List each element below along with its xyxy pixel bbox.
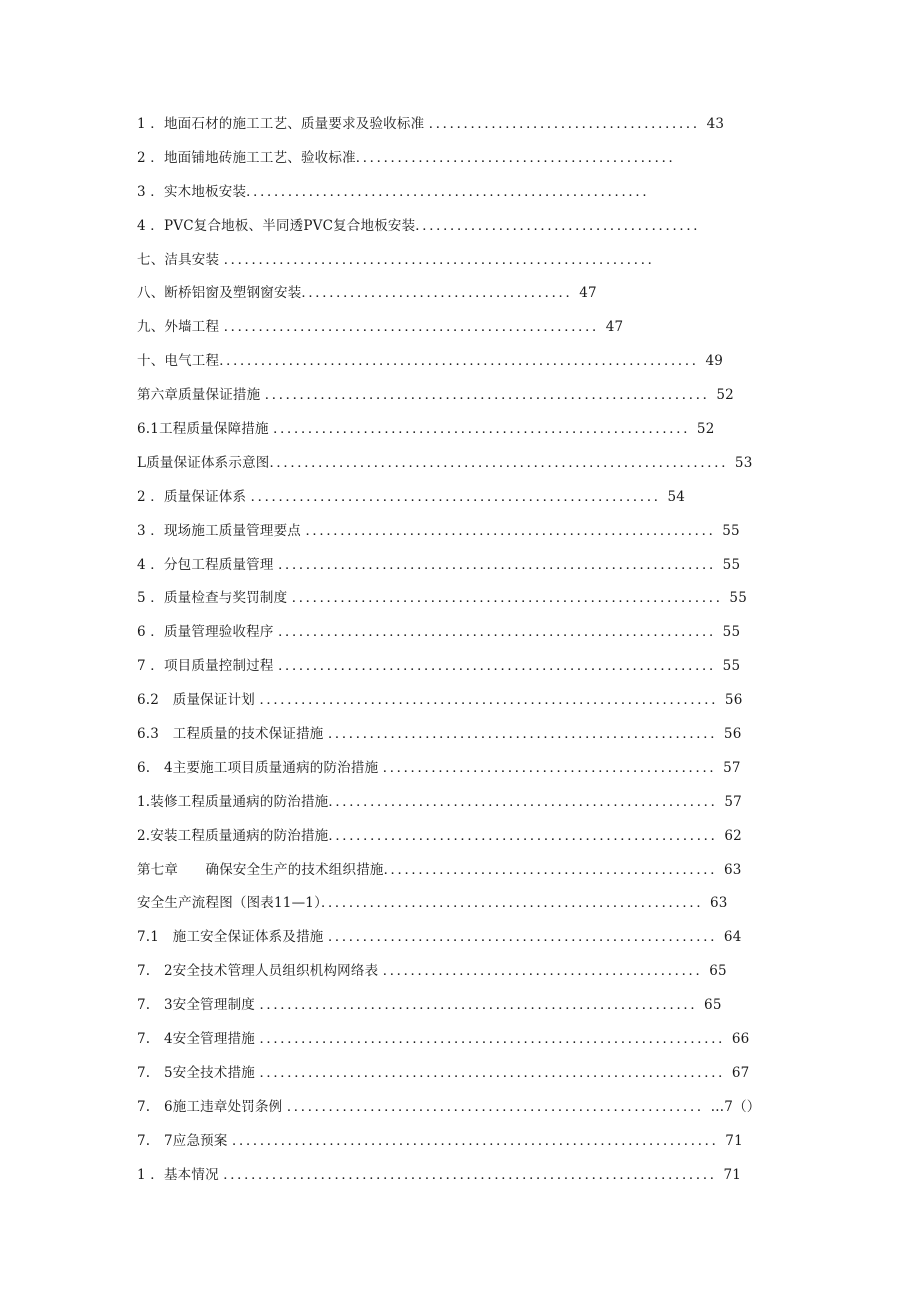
toc-entry[interactable]: 安全生产流程图（图表11—1）．．．．．．．．．．．．．．．．．．．．．．．．．．．．．．．．．．．．．．．．．．．．．．．．．．．．．．．63 <box>137 895 728 912</box>
toc-entry[interactable]: 九、外墙工程 ．．．．．．．．．．．．．．．．．．．．．．．．．．．．．．．．．．．．．．．．．．．．．．．．．．．．．．47 <box>137 319 624 336</box>
toc-entry[interactable]: 第七章 确保安全生产的技术组织措施．．．．．．．．．．．．．．．．．．．．．．．．．．．．．．．．．．．．．．．．．．．．．．．．63 <box>137 861 742 878</box>
toc-entry[interactable]: 2 ．地面铺地砖施工工艺、验收标准．．．．．．．．．．．．．．．．．．．．．．．．．．．．．．．．．．．．．．．．．．．．．． <box>137 149 683 166</box>
toc-entry[interactable]: 4 ．PVC复合地板、半同透PVC复合地板安装．．．．．．．．．．．．．．．．．．．．．．．．．．．．．．．．．．．．．．．．． <box>137 217 708 234</box>
toc-entry[interactable]: 7. 2安全技术管理人员组织机构网络表 ．．．．．．．．．．．．．．．．．．．．．．．．．．．．．．．．．．．．．．．．．．．．．．65 <box>137 963 727 980</box>
toc-entry[interactable]: 2 ．质量保证体系 ．．．．．．．．．．．．．．．．．．．．．．．．．．．．．．．．．．．．．．．．．．．．．．．．．．．．．．．．．．．54 <box>137 488 686 505</box>
toc-entry[interactable]: 6.3 工程质量的技术保证措施 ．．．．．．．．．．．．．．．．．．．．．．．．．．．．．．．．．．．．．．．．．．．．．．．．．．．．．．．．56 <box>137 726 742 743</box>
toc-entry[interactable]: 2.安装工程质量通病的防治措施．．．．．．．．．．．．．．．．．．．．．．．．．．．．．．．．．．．．．．．．．．．．．．．．．．．．．．．．62 <box>137 827 742 844</box>
toc-entry[interactable]: 3 ．实木地板安装．．．．．．．．．．．．．．．．．．．．．．．．．．．．．．．．．．．．．．．．．．．．．．．．．．．．．．．．．． <box>137 183 657 200</box>
toc-entry[interactable]: 6. 4主要施工项目质量通病的防治措施 ．．．．．．．．．．．．．．．．．．．．．．．．．．．．．．．．．．．．．．．．．．．．．．．．57 <box>137 759 741 776</box>
toc-entry[interactable]: 7 ．项目质量控制过程 ．．．．．．．．．．．．．．．．．．．．．．．．．．．．．．．．．．．．．．．．．．．．．．．．．．．．．．．．．．．．．．．55 <box>137 658 741 675</box>
toc-entry[interactable]: 7. 5安全技术措施 ．．．．．．．．．．．．．．．．．．．．．．．．．．．．．．．．．．．．．．．．．．．．．．．．．．．．．．．．．．．．．．．．．．．67 <box>137 1064 750 1081</box>
toc-entry[interactable]: 1 ．地面石材的施工工艺、质量要求及验收标准 ．．．．．．．．．．．．．．．．．．．．．．．．．．．．．．．．．．．．．．．43 <box>137 116 725 132</box>
toc-entry[interactable]: 八、断桥铝窗及塑钢窗安装．．．．．．．．．．．．．．．．．．．．．．．．．．．．．．．．．．．．．．．47 <box>137 285 597 302</box>
toc-entry[interactable]: 1.装修工程质量通病的防治措施．．．．．．．．．．．．．．．．．．．．．．．．．．．．．．．．．．．．．．．．．．．．．．．．．．．．．．．．57 <box>137 793 742 810</box>
toc-entry[interactable]: 6.2 质量保证计划 ．．．．．．．．．．．．．．．．．．．．．．．．．．．．．．．．．．．．．．．．．．．．．．．．．．．．．．．．．．．．．．．．．．56 <box>137 692 743 709</box>
toc-entry[interactable]: 3 ．现场施工质量管理要点 ．．．．．．．．．．．．．．．．．．．．．．．．．．．．．．．．．．．．．．．．．．．．．．．．．．．．．．．．．．．55 <box>137 522 740 539</box>
toc-entry[interactable]: 7.1 施工安全保证体系及措施 ．．．．．．．．．．．．．．．．．．．．．．．．．．．．．．．．．．．．．．．．．．．．．．．．．．．．．．．．64 <box>137 929 742 946</box>
toc-entry[interactable]: 第六章质量保证措施 ．．．．．．．．．．．．．．．．．．．．．．．．．．．．．．．．．．．．．．．．．．．．．．．．．．．．．．．．．．．．．．．．52 <box>137 387 734 404</box>
toc-entry[interactable]: 5 ．质量检查与奖罚制度 ．．．．．．．．．．．．．．．．．．．．．．．．．．．．．．．．．．．．．．．．．．．．．．．．．．．．．．．．．．．．．．55 <box>137 590 747 607</box>
table-of-contents <box>137 112 777 1197</box>
toc-entry[interactable]: 7. 4安全管理措施 ．．．．．．．．．．．．．．．．．．．．．．．．．．．．．．．．．．．．．．．．．．．．．．．．．．．．．．．．．．．．．．．．．．．66 <box>137 1031 750 1048</box>
toc-entry[interactable]: 十、电气工程．．．．．．．．．．．．．．．．．．．．．．．．．．．．．．．．．．．．．．．．．．．．．．．．．．．．．．．．．．．．．．．．．．．．．49 <box>137 353 724 370</box>
toc-entry[interactable]: 7. 6施工违章处罚条例 ．．．．．．．．．．．．．．．．．．．．．．．．．．．．．．．．．．．．．．．．．．．．．．．．．．．．．．．．．．．．…7（） <box>137 1098 761 1115</box>
toc-entry[interactable]: 1 ．基本情况 ．．．．．．．．．．．．．．．．．．．．．．．．．．．．．．．．．．．．．．．．．．．．．．．．．．．．．．．．．．．．．．．．．．．．．．．71 <box>137 1166 742 1183</box>
toc-entry[interactable]: 4 ．分包工程质量管理 ．．．．．．．．．．．．．．．．．．．．．．．．．．．．．．．．．．．．．．．．．．．．．．．．．．．．．．．．．．．．．．．55 <box>137 556 741 573</box>
toc-entry[interactable]: 7. 7应急预案 ．．．．．．．．．．．．．．．．．．．．．．．．．．．．．．．．．．．．．．．．．．．．．．．．．．．．．．．．．．．．．．．．．．．．．．71 <box>137 1132 743 1149</box>
toc-entry[interactable]: L质量保证体系示意图．．．．．．．．．．．．．．．．．．．．．．．．．．．．．．．．．．．．．．．．．．．．．．．．．．．．．．．．．．．．．．．．．．53 <box>137 454 753 471</box>
toc-entry[interactable]: 6.1工程质量保障措施 ．．．．．．．．．．．．．．．．．．．．．．．．．．．．．．．．．．．．．．．．．．．．．．．．．．．．．．．．．．．．52 <box>137 421 715 438</box>
toc-entry[interactable]: 7. 3安全管理制度 ．．．．．．．．．．．．．．．．．．．．．．．．．．．．．．．．．．．．．．．．．．．．．．．．．．．．．．．．．．．．．．．65 <box>137 997 722 1014</box>
toc-entry[interactable]: 6 ．质量管理验收程序 ．．．．．．．．．．．．．．．．．．．．．．．．．．．．．．．．．．．．．．．．．．．．．．．．．．．．．．．．．．．．．．．55 <box>137 624 741 641</box>
toc-entry[interactable]: 七、洁具安装 ．．．．．．．．．．．．．．．．．．．．．．．．．．．．．．．．．．．．．．．．．．．．．．．．．．．．．．．．．．．．．． <box>137 251 662 268</box>
